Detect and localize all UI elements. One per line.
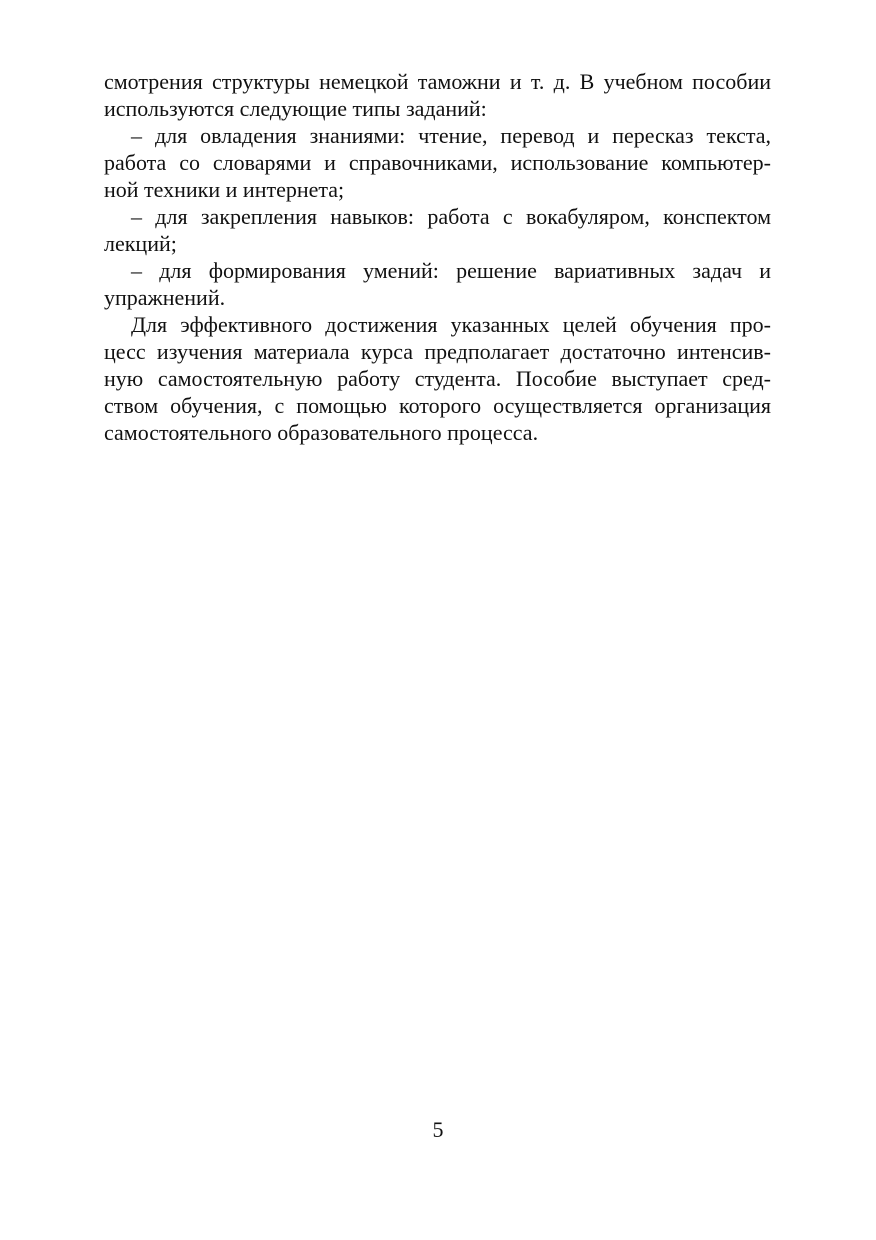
text-line: ную самостоятельную работу студента. Пособие выступает сред-	[104, 366, 771, 391]
text-line: ством обучения, с помощью которого осуществляется организация	[104, 393, 771, 418]
text-line: используются следующие типы заданий:	[104, 96, 487, 121]
text-line: работа со словарями и справочниками, использование компьютер-	[104, 150, 771, 175]
paragraph-first-line: Для эффективного достижения указанных целей обучения про-	[131, 312, 771, 337]
text-line: самостоятельного образовательного процесса.	[104, 420, 539, 445]
page-number: 5	[432, 1117, 444, 1142]
body-text	[104, 68, 771, 446]
text-line: упражнений.	[104, 285, 226, 310]
text-line: цесс изучения материала курса предполагает достаточно интенсив-	[104, 339, 771, 364]
list-item-line: – для формирования умений: решение вариативных задач и	[131, 258, 771, 283]
text-line: смотрения структуры немецкой таможни и т. д. В учебном пособии	[104, 69, 771, 94]
list-item-line: – для закрепления навыков: работа с вокабуляром, конспектом	[131, 204, 771, 229]
list-item-line: – для овладения знаниями: чтение, перевод и пересказ текста,	[131, 123, 771, 148]
text-line: ной техники и интернета;	[104, 177, 345, 202]
text-line: лекций;	[104, 231, 177, 256]
